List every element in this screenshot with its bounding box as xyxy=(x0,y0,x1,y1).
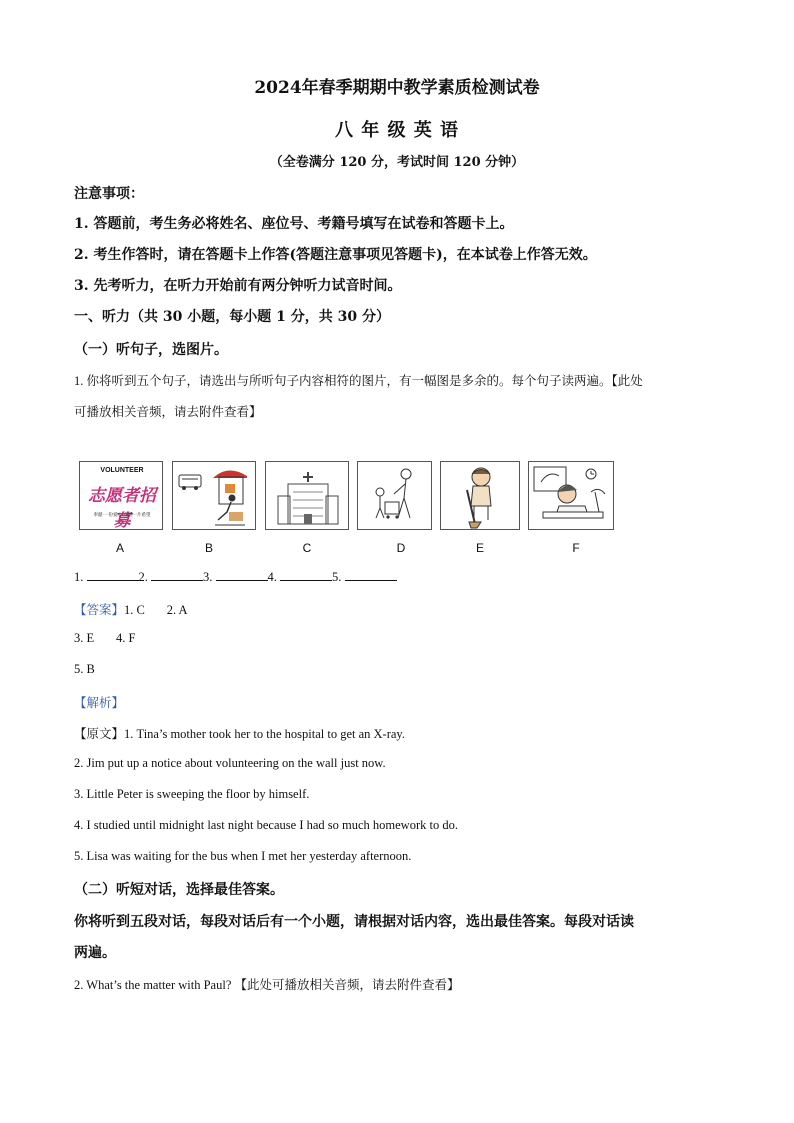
question-2: 2. What’s the matter with Paul? 【此处可播放相关音频，请去附件查看】 xyxy=(74,978,460,992)
blank-label: 2. xyxy=(138,570,148,584)
transcript-line: 5. Lisa was waiting for the bus when I met her yesterday afternoon. xyxy=(74,849,412,863)
poster-heading: VOLUNTEER xyxy=(100,467,144,474)
sweeping-boy-illustration xyxy=(441,462,520,530)
answer-blank xyxy=(345,568,397,581)
answer-blank xyxy=(280,568,332,581)
blank-label: 1. xyxy=(74,570,84,584)
question-1-line1: 1. 你将听到五个句子，请选出与所听句子内容相符的图片，有一幅图是多余的。每个句子读两遍。【此处 xyxy=(74,374,643,388)
poster-main-text: 志愿者招募 xyxy=(88,486,156,530)
question-1-line2: 可播放相关音频，请去附件查看】 xyxy=(74,405,262,419)
transcript-line: 4. I studied until midnight last night because I had so much homework to do. xyxy=(74,818,458,832)
answer-blank xyxy=(151,568,203,581)
picture-label-c: C xyxy=(302,541,312,555)
transcript-text: 1. Tina’s mother took her to the hospital to get an X-ray. xyxy=(124,727,405,741)
answer-blanks-row xyxy=(74,568,397,585)
bus-stop-illustration xyxy=(173,462,256,530)
poster-slogan: 奉献·一份爱心·点燃一片希望 xyxy=(93,512,151,517)
answers-line xyxy=(74,600,188,618)
notice-item: 2. 考生作答时，请在答题卡上作答(答题注意事项见答题卡)，在本试卷上作答无效。 xyxy=(74,247,597,263)
picture-label-d: D xyxy=(396,541,406,555)
part2-title: （二）听短对话，选择最佳答案。 xyxy=(74,882,284,898)
analysis-tag: 【解析】 xyxy=(74,696,125,710)
answers-line: 3. E 4. F xyxy=(74,631,136,645)
transcript-line: 3. Little Peter is sweeping the floor by himself. xyxy=(74,787,310,801)
original-tag: 【原文】 xyxy=(74,727,125,741)
part2-instructions: 两遍。 xyxy=(74,945,116,961)
answer-blank xyxy=(216,568,268,581)
section-title: 一、听力（共 30 小题，每小题 1 分，共 30 分） xyxy=(74,309,390,325)
score-note: （全卷满分 120 分，考试时间 120 分钟） xyxy=(269,155,525,170)
part2-instructions: 你将听到五段对话，每段对话后有一个小题，请根据对话内容，选出最佳答案。每段对话读 xyxy=(74,914,634,930)
studying-girl-illustration xyxy=(529,462,614,530)
answers-line: 5. B xyxy=(74,662,95,676)
answer-blank xyxy=(87,568,139,581)
picture-b-bus-stop xyxy=(172,461,256,530)
picture-a-volunteer-poster xyxy=(79,461,163,530)
blank-label: 4. xyxy=(267,570,277,584)
hospital-illustration xyxy=(266,462,349,530)
picture-f-studying xyxy=(528,461,614,530)
picture-label-e: E xyxy=(475,541,484,555)
part1-title: （一）听句子，选图片。 xyxy=(74,342,228,358)
exam-title: 2024年春季期期中教学素质检测试卷 xyxy=(254,78,540,98)
notice-item: 3. 先考听力，在听力开始前有两分钟听力试音时间。 xyxy=(74,278,402,294)
shopping-cart-illustration xyxy=(358,462,432,530)
blank-label: 5. xyxy=(332,570,342,584)
transcript-line xyxy=(74,724,405,742)
notice-item: 1. 答题前，考生务必将姓名、座位号、考籍号填写在试卷和答题卡上。 xyxy=(74,216,514,232)
picture-c-hospital xyxy=(265,461,349,530)
picture-label-f: F xyxy=(572,541,580,555)
picture-label-b: B xyxy=(204,541,213,555)
picture-label-a: A xyxy=(115,541,124,555)
transcript-line: 2. Jim put up a notice about volunteering on the wall just now. xyxy=(74,756,386,770)
subject-title: 八 年 级 英 语 xyxy=(334,120,460,141)
picture-d-shopping xyxy=(357,461,432,530)
blank-label: 3. xyxy=(203,570,213,584)
answer-tag: 【答案】 xyxy=(74,603,125,617)
picture-e-sweeping xyxy=(440,461,520,530)
notice-heading: 注意事项： xyxy=(74,186,144,202)
answers-text: 1. C 2. A xyxy=(124,603,188,617)
